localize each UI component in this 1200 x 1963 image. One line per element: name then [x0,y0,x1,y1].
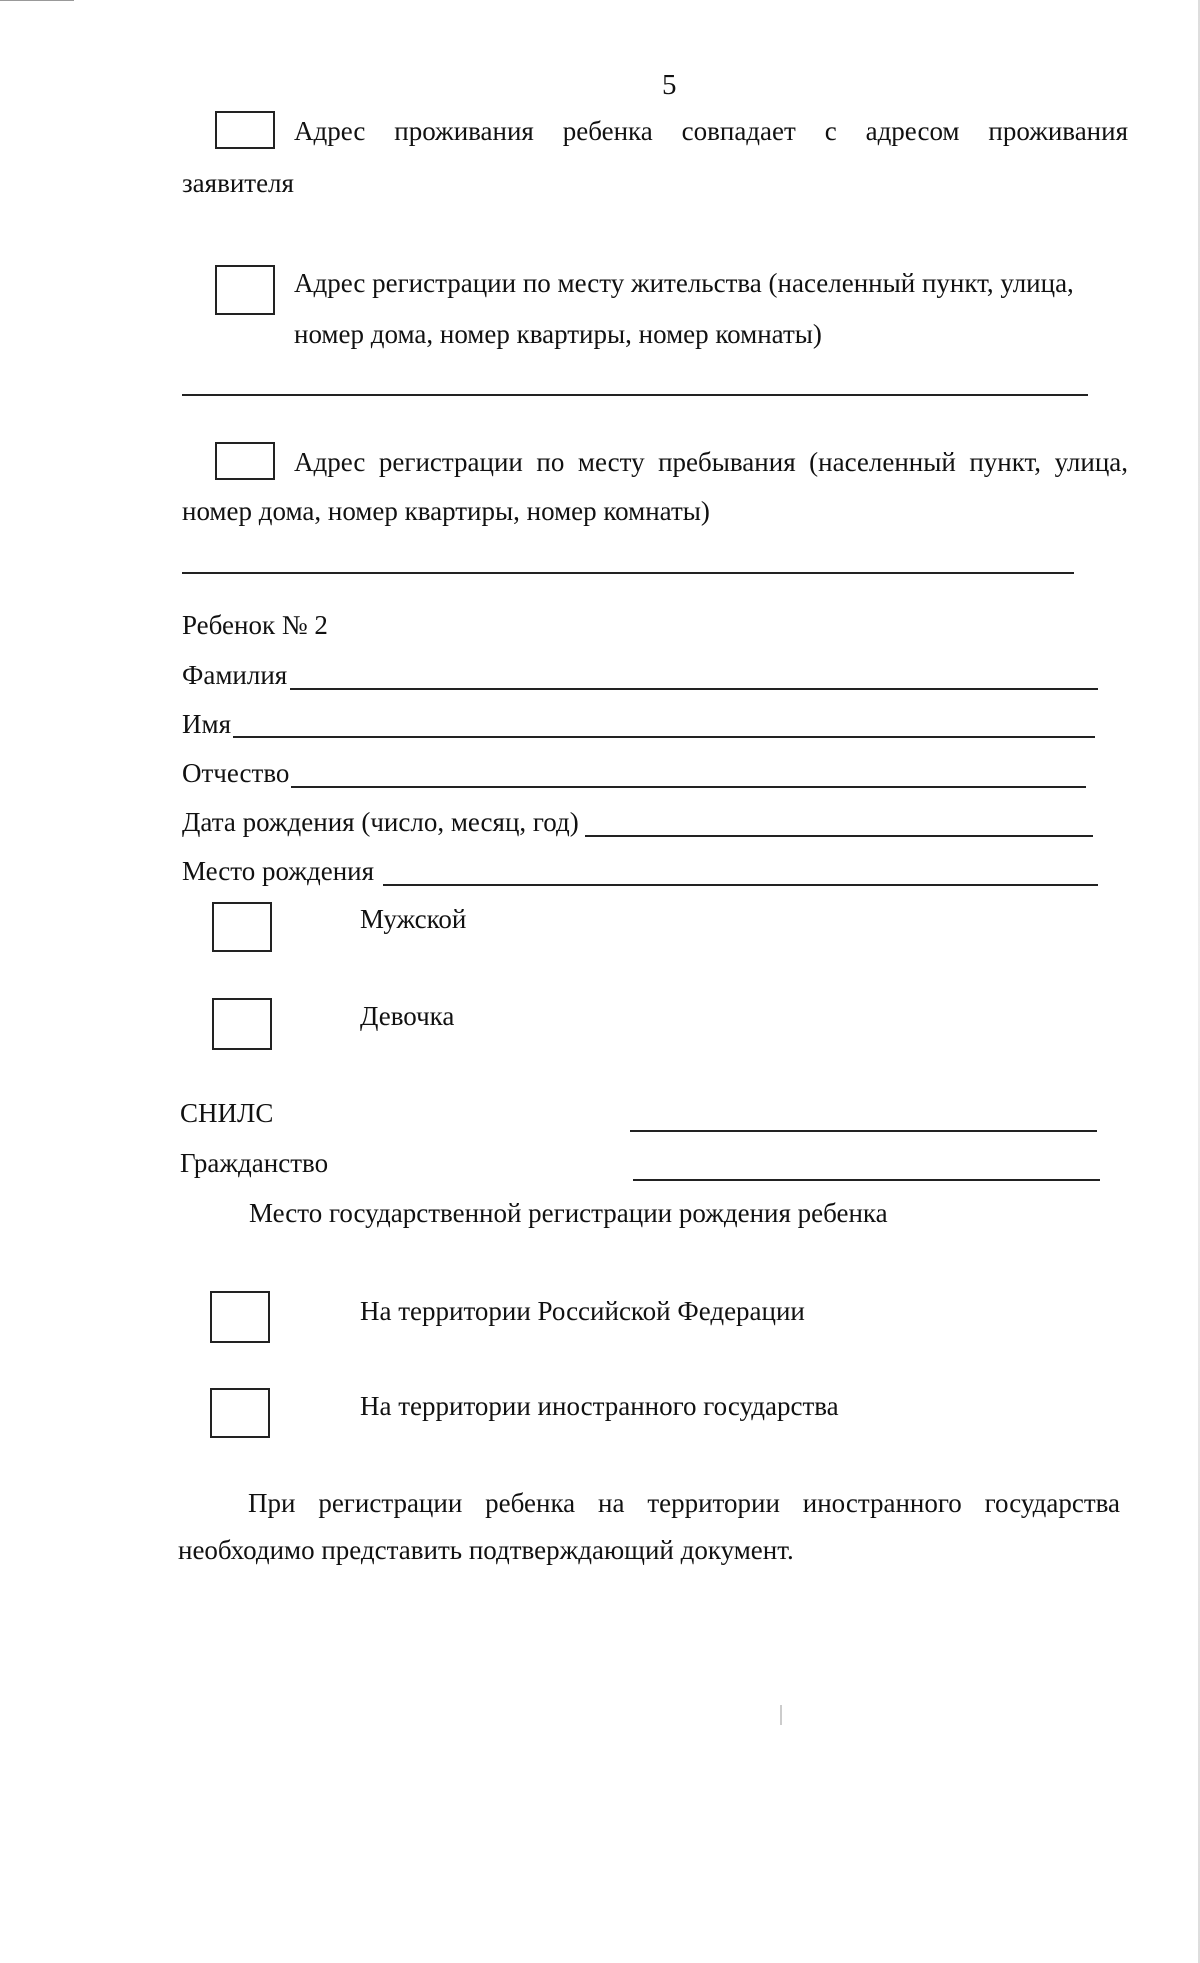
scan-edge-mark [0,0,74,1]
checkbox-gender-male[interactable] [212,902,272,952]
name-label: Имя [182,709,232,739]
checkbox-address-stay[interactable] [215,442,275,480]
patronymic-input-line[interactable] [291,786,1086,788]
registration-place-heading: Место государственной регистрации рождения ребенка [249,1198,888,1228]
child-heading: Ребенок № 2 [182,610,328,640]
address-residence-input-line[interactable] [182,394,1088,396]
checkbox-gender-female[interactable] [212,998,272,1050]
surname-label: Фамилия [182,660,288,690]
checkbox-registration-foreign[interactable] [210,1388,270,1438]
checkbox-address-residence[interactable] [215,265,275,315]
address-residence-label-line2: номер дома, номер квартиры, номер комнаты) [294,319,822,349]
address-stay-input-line[interactable] [182,572,1074,574]
surname-input-line[interactable] [290,688,1098,690]
birth-place-label: Место рождения [182,856,375,886]
address-residence-label-line1: Адрес регистрации по месту жительства (населенный пункт, улица, [294,268,1074,298]
note-line1: При регистрации ребенка на территории иностранного государства [248,1488,1120,1518]
birth-date-label: Дата рождения (число, месяц, год) [182,807,579,837]
birth-place-input-line[interactable] [383,884,1098,886]
patronymic-label: Отчество [182,758,290,788]
checkbox-registration-rf[interactable] [210,1291,270,1343]
citizenship-label: Гражданство [180,1148,329,1178]
snils-input-line[interactable] [630,1130,1097,1132]
registration-foreign-label: На территории иностранного государства [360,1391,839,1421]
address-same-label-line2: заявителя [182,168,294,198]
citizenship-input-line[interactable] [633,1179,1100,1181]
snils-label: СНИЛС [180,1098,274,1128]
name-input-line[interactable] [233,736,1095,738]
note-line2: необходимо представить подтверждающий документ. [178,1535,794,1565]
checkbox-address-same[interactable] [215,111,275,149]
registration-rf-label: На территории Российской Федерации [360,1296,805,1326]
birth-date-input-line[interactable] [585,835,1093,837]
scan-speck [780,1705,782,1725]
address-same-label-line1: Адрес проживания ребенка совпадает с адресом проживания [294,116,1128,146]
gender-male-label: Мужской [360,904,467,934]
address-stay-label-line2: номер дома, номер квартиры, номер комнаты) [182,496,710,526]
address-stay-label-line1: Адрес регистрации по месту пребывания (населенный пункт, улица, [294,447,1128,477]
gender-female-label: Девочка [360,1001,455,1031]
page-number: 5 [662,69,677,101]
